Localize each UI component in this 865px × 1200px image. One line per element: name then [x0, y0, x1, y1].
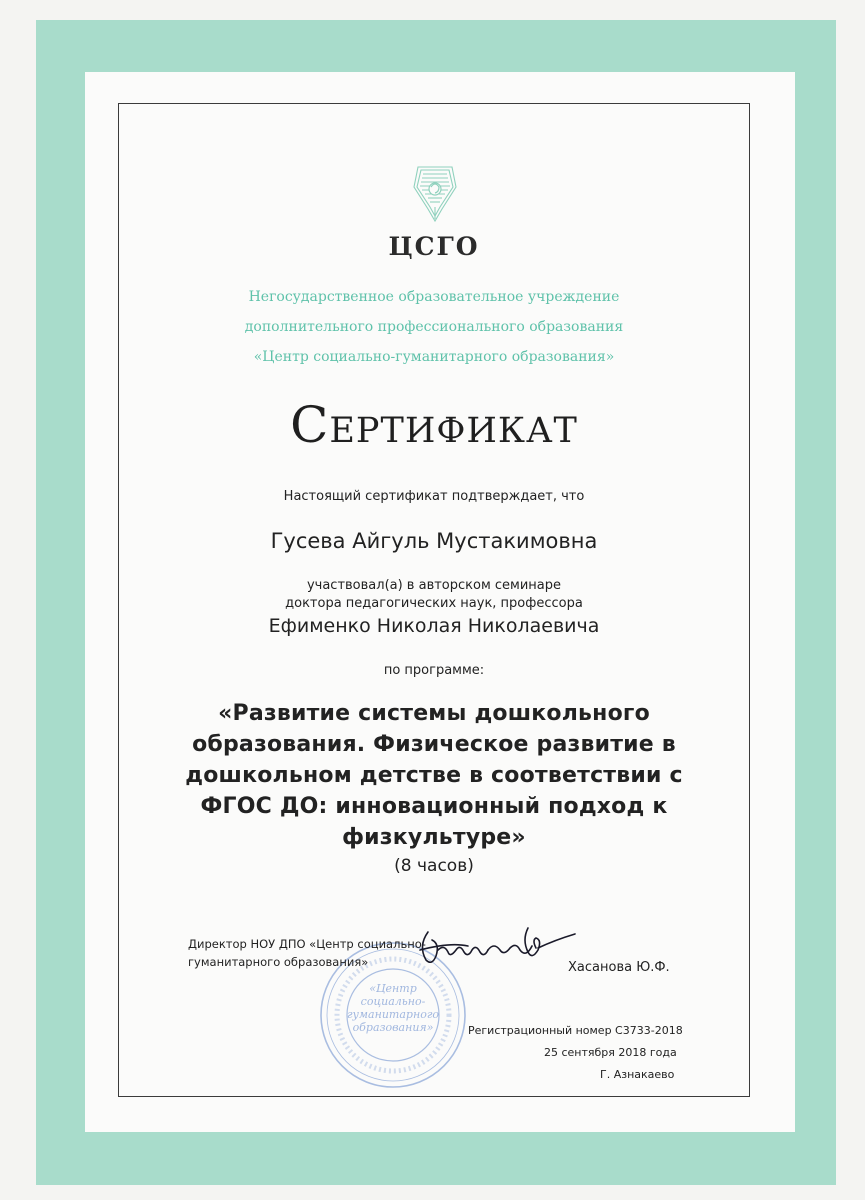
director-name: Хасанова Ю.Ф.: [568, 960, 670, 975]
organization-line-3: «Центр социально-гуманитарного образования»: [253, 349, 615, 365]
certificate-title: Сертификат: [290, 396, 578, 454]
fountain-pen-nib-icon: [412, 165, 458, 223]
confirms-text: Настоящий сертификат подтверждает, что: [283, 489, 585, 504]
issue-date: 25 сентября 2018 года: [544, 1046, 677, 1059]
stamp-line-1: «Центр: [369, 982, 417, 995]
organization-line-2: дополнительного профессионального образования: [244, 319, 624, 335]
director-title: [188, 935, 426, 971]
recipient-name: Гусева Айгуль Мустакимовна: [270, 529, 598, 553]
participation-line-1: участвовал(а) в авторском семинаре: [306, 578, 562, 593]
stamp-line-3: гуманитарного: [346, 1008, 440, 1021]
stamp-line-4: образования»: [352, 1021, 434, 1034]
program-line-3: дошкольном детстве в соответствии с: [185, 763, 683, 788]
program-line-1: «Развитие системы дошкольного: [218, 701, 650, 726]
hours-text: (8 часов): [394, 856, 474, 876]
issue-city: Г. Азнакаево: [600, 1068, 675, 1081]
seminar-author: Ефименко Николая Николаевича: [268, 615, 600, 637]
participation-line-2: доктора педагогических наук, профессора: [285, 596, 583, 611]
stamp-text: [318, 982, 468, 1034]
director-line-2: гуманитарного образования»: [188, 955, 369, 969]
handwritten-signature: [410, 920, 580, 970]
program-line-2: образования. Физическое развитие в: [192, 732, 676, 757]
logo-text: ЦСГО: [388, 232, 480, 261]
program-line-4: ФГОС ДО: инновационный подход к: [200, 794, 668, 819]
director-line-1: Директор НОУ ДПО «Центр социально-: [188, 937, 426, 951]
registration-number: Регистрационный номер С3733-2018: [468, 1024, 683, 1037]
organization-line-1: Негосударственное образовательное учреждение: [248, 289, 620, 305]
stamp-line-2: социально-: [360, 995, 426, 1008]
program-line-5: физкультуре»: [342, 825, 526, 850]
by-program-label: по программе:: [383, 663, 485, 678]
